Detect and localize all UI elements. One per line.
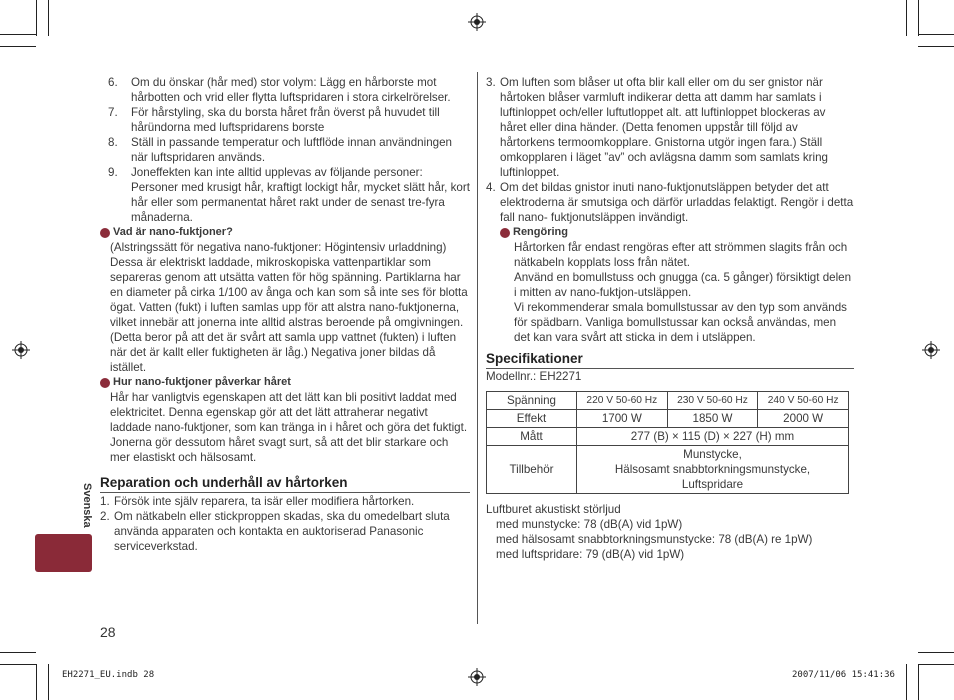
list-item: 1. Försök inte själv reparera, ta isär eller modifiera hårtorken.	[100, 495, 415, 508]
footer-timestamp: 2007/11/06 15:41:36	[792, 670, 895, 680]
table-row: Effekt 1700 W 1850 W 2000 W	[487, 410, 849, 428]
table-row: Mått 277 (B) × 115 (D) × 227 (H) mm	[487, 428, 849, 446]
clean-text: Hårtorken får endast rengöras efter att strömmen slagits från och nätkabeln kopplats loss från nätet. Använd en bomullstuss och gnugga (ca. 5 gånger) försiktigt delen i mitten av nano-fuktjon-utsläppen. Vi rekommenderar smala bomullstussar av den typ som används för spädbarn. Vanliga bomullstussar kan också användas, men det kan vara svårt att sticka in dem i utsläppen.	[514, 241, 852, 344]
list-item: 2. Om nätkabeln eller stickproppen skadas, ska du omedelbart sluta använda apparaten och kontakta en auktoriserad Panasonic serviceverkstad.	[100, 510, 450, 553]
noise-list: med munstycke: 78 (dB(A) vid 1pW) med hälsosamt snabbtorkningsmunstycke: 78 (dB(A) re 1pW) med luftspridare: 79 (dB(A) vid 1pW)	[496, 518, 813, 561]
repair-heading: Reparation och underhåll av hårtorken	[100, 475, 470, 493]
table-row: Tillbehör Munstycke, Hälsosamt snabbtorkningsmunstycke, Luftspridare	[487, 446, 849, 494]
list-item: 8. Ställ in passande temperatur och luftflöde innan användningen när luftspridaren används.	[108, 136, 452, 164]
list-item: 6. Om du önskar (hår med) stor volym: Lägg en hårborste mot hårbotten och vrid eller flytta luftspridaren i stora cirkelrörelser.	[108, 76, 451, 104]
registration-mark-icon	[468, 13, 486, 31]
table-row: Spänning 220 V 50-60 Hz 230 V 50-60 Hz 240 V 50-60 Hz	[487, 392, 849, 410]
bullet-icon	[100, 228, 110, 238]
list-item: 3. Om luften som blåser ut ofta blir kall eller om du ser gnistor när hårtoken blåser varmluft indikerar detta att damm har samlats i luftinloppet och/eller luftutloppet alt. att luftinloppet blockeras av håret eller dina händer. (Detta fenomen uppstår till följd av hårtorkens termoomkopplare. Gnistorna utgör ingen fara.) Ställ omkopplaren i läget ”av” och avlägsna damm som samlats kring luftinloppet.	[486, 76, 828, 179]
effect-heading: Hur nano-fuktjoner påverkar håret	[100, 375, 470, 390]
left-column	[100, 75, 470, 554]
nano-heading: Vad är nano-fuktjoner?	[100, 225, 470, 240]
bullet-icon	[100, 378, 110, 388]
column-divider	[477, 72, 478, 624]
registration-mark-icon	[468, 668, 486, 686]
list-item: 7. För hårstyling, ska du borsta håret från överst på huvudet till håründorna med luftspridarens borste	[108, 106, 440, 134]
effect-text: Hår har vanligtvis egenskapen att det lätt kan bli positivt laddat med elektricitet. Denna egenskap gör att det lätt attraherar negativt laddade nano-fuktjoner, som kan tränga in i håret och göra det fuktigt. Jonerna gör dessutom håret svagt surt, så att det blir starkare och mer elastiskt och hälsosamt.	[110, 391, 468, 464]
footer-file: EH2271_EU.indb 28	[62, 670, 155, 680]
registration-mark-icon	[12, 341, 30, 359]
spec-table	[486, 391, 849, 494]
clean-heading: Rengöring	[500, 225, 854, 240]
spec-heading: Specifikationer	[486, 351, 854, 369]
nano-text: (Alstringssätt för negativa nano-fuktjoner: Högintensiv urladdning) Dessa är elektriskt laddade, mikroskopiska vattenpartiklar som separeras genom att utsätta vatten för hög spänning. Partiklarna har en diameter på cirka 1/100 av ånga och kan som så inte ses för blotta ögat. Vatten (fukt) i luften samlas upp för att alstra nano-fuktjonerna, vilket innebär att jonerna inte alltid alstras beroende på omgivningen. (Detta beror på att det är svårt att samla upp vattnet (fukten) i luften när det är kallt eller fuktigheten är låg.) Negativa joner bildas då istället.	[110, 241, 468, 374]
page-number: 28	[100, 624, 116, 640]
noise-title: Luftburet akustiskt störljud	[486, 503, 621, 516]
registration-mark-icon	[922, 341, 940, 359]
bullet-icon	[500, 228, 510, 238]
list-item: 9. Joneffekten kan inte alltid upplevas av följande personer: Personer med krusigt hår, kraftigt lockigt hår, mycket slätt hår, kort hår eller som permanentat håret rakt under de senast tre-fyra månaderna.	[108, 166, 470, 224]
right-column	[486, 75, 854, 562]
language-tab	[35, 534, 92, 572]
model-number: Modellnr.: EH2271	[486, 370, 582, 383]
language-label: Svenska	[81, 483, 93, 528]
list-item: 4. Om det bildas gnistor inuti nano-fuktjonutsläppen betyder det att elektroderna är smutsiga och därför urladdas felaktigt. Rengör i detta fall nano- fuktjonutsläppen invändigt.	[486, 181, 854, 224]
